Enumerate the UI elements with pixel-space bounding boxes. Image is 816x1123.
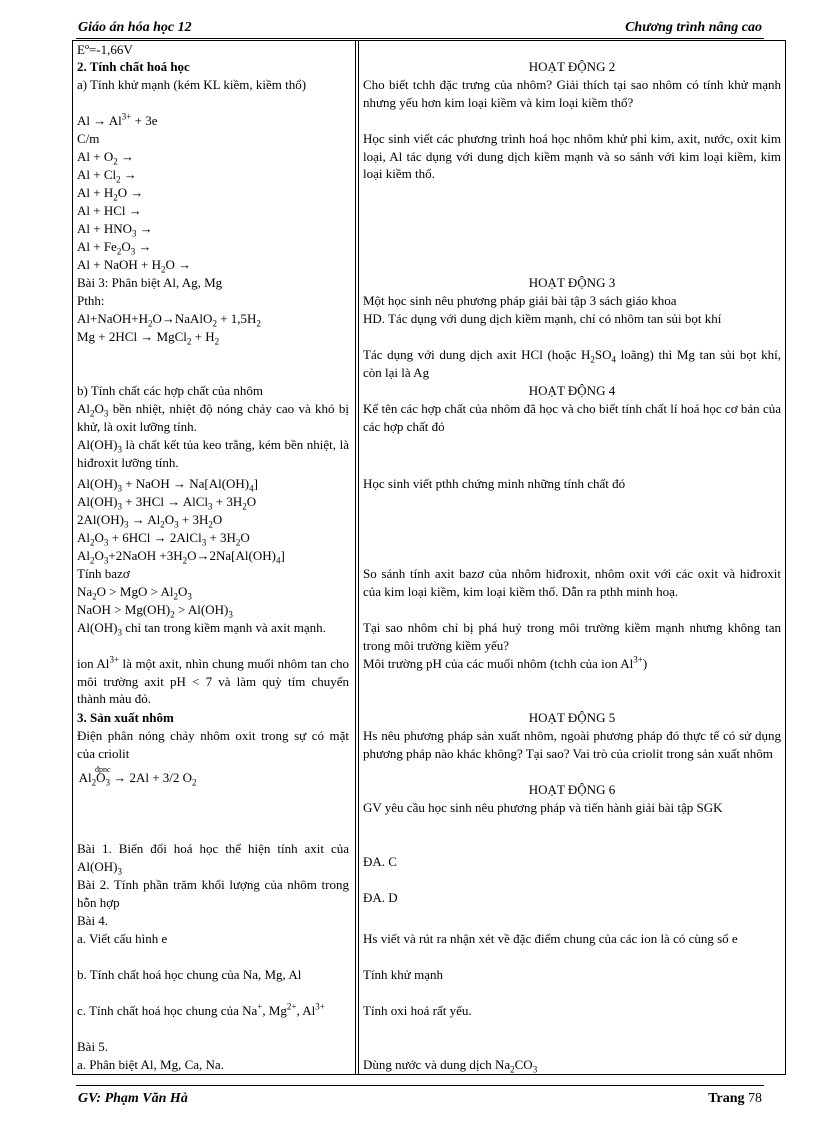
exercise-4c: c. Tính chất hoá học chung của Na+, $Mg^{2+}$, $Al^{3+}$ bbox=[77, 1001, 325, 1018]
section-aluminum-production: 3. Sản xuất nhôm bbox=[77, 710, 174, 725]
reaction-al-naoh: Al + NaOH + $H_2O$ → bbox=[77, 257, 192, 275]
activity-3-acid-test: Tác dụng với dung dịch axit HCl (hoặc $H_2SO_4$ loãng) thì Mg tan sủi bọt khí, còn lại là Ag bbox=[363, 347, 781, 380]
exercise-4b: b. Tính chất hoá học chung của Na, Mg, Al bbox=[77, 967, 302, 982]
reaction-al-hno3: $Al + HNO_3$ → bbox=[77, 221, 153, 239]
answer-c: ĐA. C bbox=[363, 854, 397, 869]
exercise-4a: a. Viết cấu hình e bbox=[77, 931, 168, 946]
equation-aloh3-decomp: $2Al(OH)_3 \to Al_2O_3 + 3H_2O$ bbox=[77, 512, 223, 530]
equations-label: Pthh: bbox=[77, 293, 105, 308]
reaction-al-fe2o3: $Al + Fe_2O_3$ → bbox=[77, 239, 152, 257]
activity-3-heading: HOẠT ĐỘNG 3 bbox=[528, 275, 616, 290]
activity-6-task: GV yêu cầu học sinh nêu phương pháp và tiến hành giải bài tập SGK bbox=[363, 800, 723, 815]
activity-4-question: Kể tên các hợp chất của nhôm đã học và cho biết tính chất lí hoá học cơ bản của các hợp chất đó bbox=[363, 401, 781, 434]
oxide-basicity-order: $Na_2O$ > MgO > $Al_2O_3$ bbox=[77, 584, 192, 602]
section-chemical-properties: 2. Tính chất hoá học bbox=[77, 59, 190, 74]
exercise-1: Bài 1. Biến đổi hoá học thể hiện tính axit của $Al(OH)_3$ bbox=[77, 841, 349, 877]
aloh3-solubility: $Al(OH)_3$ chỉ tan trong kiềm mạnh và axit mạnh. bbox=[77, 620, 326, 638]
reaction-al-h2o: $Al + H_2O$ → bbox=[77, 185, 144, 203]
activity-5-heading: HOẠT ĐỘNG 5 bbox=[528, 710, 616, 725]
header-title: Giáo án hóa học 12 bbox=[78, 20, 192, 35]
electrolysis-equation: $^{đpnc}Al_2O_3 \to 2Al + 3/2$ $O_2$ bbox=[78, 765, 197, 788]
aloh3-description: $Al(OH)_3$ là chất kết tủa keo trắng, kém bền nhiệt, là hiđroxit lưỡng tính. bbox=[77, 437, 349, 470]
lesson-table bbox=[72, 40, 786, 1075]
footer-teacher: GV: Phạm Văn Hà bbox=[78, 1091, 188, 1106]
equation-aloh3-hcl: $Al(OH)_3 + 3HCl$ → AlCl$_3$ + $3H_2O$ bbox=[77, 494, 257, 512]
equation-al2o3-naoh: $Al_2O_3+2NaOH +3H_2O\to 2Na[Al(OH)_4]$ bbox=[77, 548, 285, 566]
electrolysis-description: Điện phân nóng chảy nhôm oxit trong sự có mặt của criolit bbox=[77, 728, 349, 761]
activity-4-ph-question: Môi trường pH của các muối nhôm (tchh của ion $Al^{3+}$) bbox=[363, 654, 648, 671]
column-divider-inner bbox=[358, 41, 359, 1074]
activity-3-hint: HD. Tác dụng với dung dịch kiềm mạnh, chỉ có nhôm tan sủi bọt khí bbox=[363, 311, 722, 326]
exercise-5: Bài 5. bbox=[77, 1039, 109, 1054]
activity-4-why-question: Tại sao nhôm chỉ bị phá huỷ trong môi trường kiềm mạnh nhưng không tan trong môi trường kiềm yếu? bbox=[363, 620, 781, 653]
activity-6-heading: HOẠT ĐỘNG 6 bbox=[528, 782, 616, 797]
distinguish-method: Dùng nước và dung dịch $Na_2CO_3$ bbox=[363, 1057, 538, 1075]
column-divider bbox=[355, 41, 356, 1074]
proof-label: C/m bbox=[77, 131, 100, 146]
activity-4-heading: HOẠT ĐỘNG 4 bbox=[528, 383, 616, 398]
strong-reducing-note: Tính khử mạnh bbox=[363, 967, 443, 982]
footer-page bbox=[708, 1091, 762, 1107]
reaction-al-hcl: Al + HCl → bbox=[77, 203, 142, 218]
activity-2-heading: HOẠT ĐỘNG 2 bbox=[528, 59, 616, 74]
compounds-heading: b) Tính chất các hợp chất của nhôm bbox=[77, 383, 264, 398]
equation-al2o3-hcl: $Al_2O_3 + 6HCl$ → 2AlCl$_3$ + $3H_2O$ bbox=[77, 530, 250, 548]
page-label: Trang bbox=[708, 1091, 745, 1106]
activity-2-question: Cho biết tchh đặc trưng của nhôm? Giải thích tại sao nhôm có tính khử mạnh nhưng yếu hơn kim loại kiềm và kim loại kiềm thổ? bbox=[363, 77, 781, 110]
oxidation-equation: $Al \to Al^{3+} + 3e$ bbox=[77, 111, 158, 128]
reducing-property-heading: a) Tính khử mạnh (kém KL kiềm, kiềm thổ) bbox=[77, 77, 307, 92]
exercise-2: Bài 2. Tính phần trăm khối lượng của nhôm trong hỗn hợp bbox=[77, 877, 349, 910]
reaction-al-o2: $Al + O_2$ → bbox=[77, 149, 134, 167]
page-number: 78 bbox=[748, 1091, 762, 1106]
hydroxide-basicity-order: NaOH > $Mg(OH)_2 > Al(OH)_3$ bbox=[77, 602, 233, 620]
equation-al-naoh: $Al+NaOH+H_2O\to NaAlO_2 + 1,5H_2$ bbox=[77, 311, 261, 329]
electron-config-note: Hs viết và rút ra nhận xét về đặc điểm chung của các ion là có cùng số e bbox=[363, 931, 738, 946]
page-footer bbox=[76, 1085, 764, 1110]
standard-potential: Eº=-1,66V bbox=[77, 42, 133, 57]
equation-aloh3-naoh: $Al(OH)_3$ + NaOH → $Na[Al(OH)_4]$ bbox=[77, 476, 258, 494]
exercise-5a: a. Phân biệt Al, Mg, Ca, Na. bbox=[77, 1057, 224, 1072]
header-program: Chương trình nâng cao bbox=[625, 20, 762, 35]
electrolysis-condition: đpnc bbox=[95, 765, 111, 774]
weak-oxidizing-note: Tính oxi hoá rất yếu. bbox=[363, 1003, 472, 1018]
al2o3-description: $Al_2O_3$ bền nhiệt, nhiệt độ nóng chảy cao và khó bị khử, là oxit lưỡng tính. bbox=[77, 401, 349, 434]
page-header bbox=[76, 18, 764, 39]
activity-4-compare-task: So sánh tính axit bazơ của nhôm hiđroxit, nhôm oxit với các oxit và hiđroxit của kim loại kiềm, kim loại kiềm thổ. Dẫn ra pthh minh hoạ. bbox=[363, 566, 781, 599]
activity-2-task: Học sinh viết các phương trình hoá học nhôm khử phi kim, axit, nước, oxit kim loại, Al tác dụng với dung dịch kiềm mạnh và so sánh với kim loại kiềm, kim loại kiềm thổ. bbox=[363, 131, 781, 181]
al-ion-acidity: ion $Al^{3+}$ là một axit, nhìn chung muối nhôm tan cho môi trường axit pH < 7 và làm quỳ tím chuyển thành màu đỏ. bbox=[77, 654, 350, 706]
activity-5-task: Hs nêu phương pháp sản xuất nhôm, ngoài phương pháp đó thực tế có sử dụng phương pháp nào khác không? Tại sao? Vai trò của criolit trong sản xuất nhôm bbox=[363, 728, 781, 761]
exercise-3: Bài 3: Phân biệt Al, Ag, Mg bbox=[77, 275, 223, 290]
basicity-label: Tính bazơ bbox=[77, 566, 130, 581]
activity-4-equations-task: Học sinh viết pthh chứng minh những tính chất đó bbox=[363, 476, 626, 491]
activity-3-task: Một học sinh nêu phương pháp giải bài tập 3 sách giáo khoa bbox=[363, 293, 677, 308]
reaction-al-cl2: $Al + Cl_2$ → bbox=[77, 167, 137, 185]
answer-d: ĐA. D bbox=[363, 890, 398, 905]
exercise-4: Bài 4. bbox=[77, 913, 109, 928]
equation-mg-hcl: Mg + 2HCl → MgCl$_2$ + $H_2$ bbox=[77, 329, 220, 347]
